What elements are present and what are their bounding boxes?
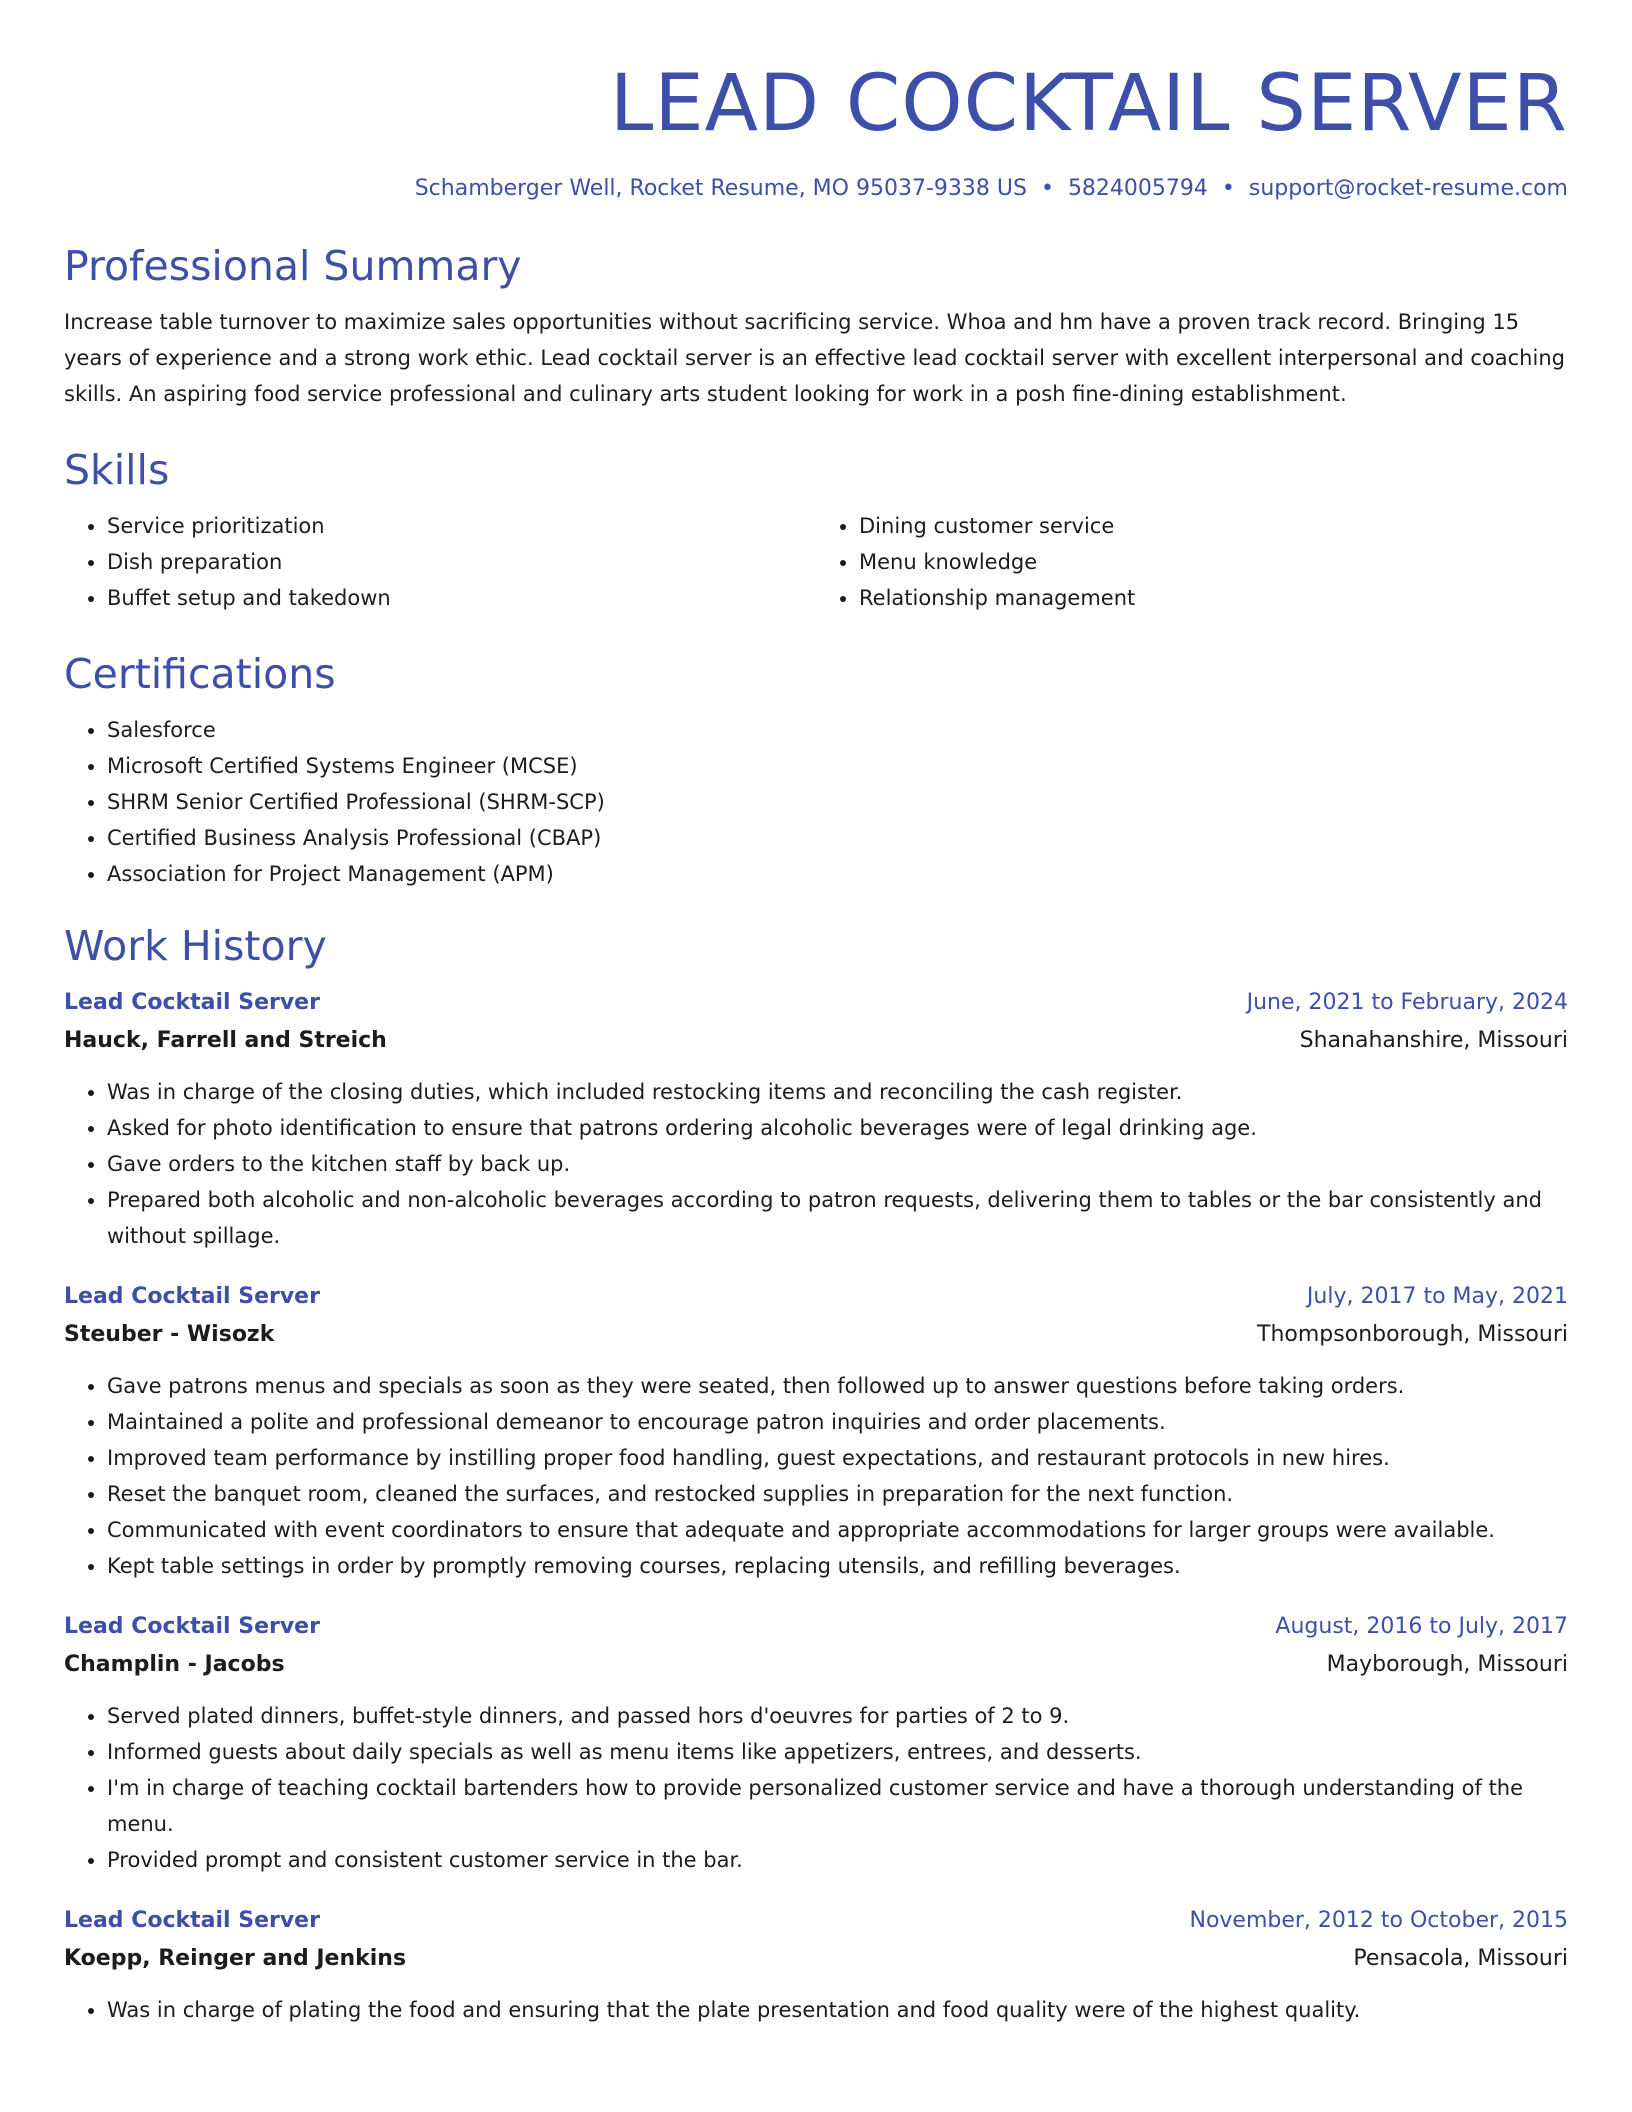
summary-heading: Professional Summary — [64, 242, 522, 290]
job-title: Lead Cocktail Server — [64, 1284, 320, 1309]
job-location: Pensacola, Missouri — [1353, 1946, 1568, 1971]
job-bullets — [64, 1368, 1568, 1584]
job-location: Shanahanshire, Missouri — [1299, 1028, 1568, 1053]
job-bullet: • I'm in charge of teaching cocktail bartenders how to provide personalized customer service and have a thorough understanding of the menu. — [107, 1770, 1568, 1842]
certification-item: • Association for Project Management (APM) — [107, 856, 1568, 892]
job-bullets — [64, 1698, 1568, 1878]
resume-page — [64, 0, 1568, 2028]
certifications-heading: Certifications — [64, 650, 336, 698]
job-bullet: • Informed guests about daily specials as well as menu items like appetizers, entrees, and desserts. — [107, 1734, 1568, 1770]
contact-email: support@rocket-resume.com — [1248, 176, 1568, 201]
job-dates: June, 2021 to February, 2024 — [1246, 990, 1568, 1015]
job-bullet: • Prepared both alcoholic and non-alcoholic beverages according to patron requests, delivering them to tables or the bar consistently and without spillage. — [107, 1182, 1568, 1254]
job-bullet: • Kept table settings in order by promptly removing courses, replacing utensils, and refilling beverages. — [107, 1548, 1568, 1584]
skill-item: • Dish preparation — [107, 544, 816, 580]
certification-item: • SHRM Senior Certified Professional (SHRM-SCP) — [107, 784, 1568, 820]
job-bullet: • Was in charge of the closing duties, which included restocking items and reconciling the cash register. — [107, 1074, 1568, 1110]
skills-list-left — [64, 508, 816, 616]
resume-name: LEAD COCKTAIL SERVER — [609, 59, 1568, 149]
job-title: Lead Cocktail Server — [64, 1908, 320, 1933]
job-bullet: • Served plated dinners, buffet-style dinners, and passed hors d'oeuvres for parties of 2 to 9. — [107, 1698, 1568, 1734]
job-title: Lead Cocktail Server — [64, 1614, 320, 1639]
job-dates: August, 2016 to July, 2017 — [1275, 1614, 1568, 1639]
job-bullet: • Improved team performance by instilling proper food handling, guest expectations, and restaurant protocols in new hires. — [107, 1440, 1568, 1476]
certifications-list — [64, 712, 1568, 892]
job-bullet: • Asked for photo identification to ensure that patrons ordering alcoholic beverages were of legal drinking age. — [107, 1110, 1568, 1146]
contact-line — [64, 174, 1568, 204]
job-dates: November, 2012 to October, 2015 — [1189, 1908, 1568, 1933]
job-company: Steuber - Wisozk — [64, 1322, 275, 1347]
skill-item: • Service prioritization — [107, 508, 816, 544]
skills-list-right — [816, 508, 1568, 616]
job-company: Koepp, Reinger and Jenkins — [64, 1946, 407, 1971]
job-location: Mayborough, Missouri — [1326, 1652, 1568, 1677]
job-dates: July, 2017 to May, 2021 — [1306, 1284, 1568, 1309]
certification-item: • Certified Business Analysis Professional (CBAP) — [107, 820, 1568, 856]
contact-separator: • — [1040, 176, 1054, 201]
job-bullet: • Reset the banquet room, cleaned the surfaces, and restocked supplies in preparation for the next function. — [107, 1476, 1568, 1512]
job-bullet: • Provided prompt and consistent customer service in the bar. — [107, 1842, 1568, 1878]
skills-columns — [64, 508, 1568, 616]
job-bullets — [64, 1074, 1568, 1254]
job-entry — [64, 984, 1568, 1254]
job-entry — [64, 1608, 1568, 1878]
skill-item: • Relationship management — [859, 580, 1568, 616]
job-bullet: • Was in charge of plating the food and ensuring that the plate presentation and food quality were of the highest quality. — [107, 1992, 1568, 2028]
job-bullets — [64, 1992, 1568, 2028]
work-history-heading: Work History — [64, 922, 327, 970]
contact-address: Schamberger Well, Rocket Resume, MO 95037-9338 US — [414, 176, 1027, 201]
job-location: Thompsonborough, Missouri — [1257, 1322, 1568, 1347]
contact-phone: 5824005794 — [1067, 176, 1208, 201]
certification-item: • Salesforce — [107, 712, 1568, 748]
certification-item: • Microsoft Certified Systems Engineer (MCSE) — [107, 748, 1568, 784]
skill-item: • Dining customer service — [859, 508, 1568, 544]
job-entry — [64, 1278, 1568, 1584]
job-bullet: • Gave patrons menus and specials as soon as they were seated, then followed up to answer questions before taking orders. — [107, 1368, 1568, 1404]
skill-item: • Buffet setup and takedown — [107, 580, 816, 616]
job-entry — [64, 1902, 1568, 2028]
summary-text: Increase table turnover to maximize sales opportunities without sacrificing service. Whoa and hm have a proven track record. Bringing 15 years of experience and a strong work ethic. Lead cocktail server is an effective lead cocktail server with excellent interpersonal and coaching skills. An aspiring food service professional and culinary arts student looking for work in a posh fine-dining establishment. — [64, 310, 1565, 406]
job-bullet: • Gave orders to the kitchen staff by back up. — [107, 1146, 1568, 1182]
contact-separator: • — [1221, 176, 1235, 201]
job-bullet: • Communicated with event coordinators to ensure that adequate and appropriate accommodations for larger groups were available. — [107, 1512, 1568, 1548]
job-company: Hauck, Farrell and Streich — [64, 1028, 387, 1053]
skill-item: • Menu knowledge — [859, 544, 1568, 580]
job-title: Lead Cocktail Server — [64, 990, 320, 1015]
job-bullet: • Maintained a polite and professional demeanor to encourage patron inquiries and order placements. — [107, 1404, 1568, 1440]
skills-heading: Skills — [64, 446, 170, 494]
job-company: Champlin - Jacobs — [64, 1652, 285, 1677]
